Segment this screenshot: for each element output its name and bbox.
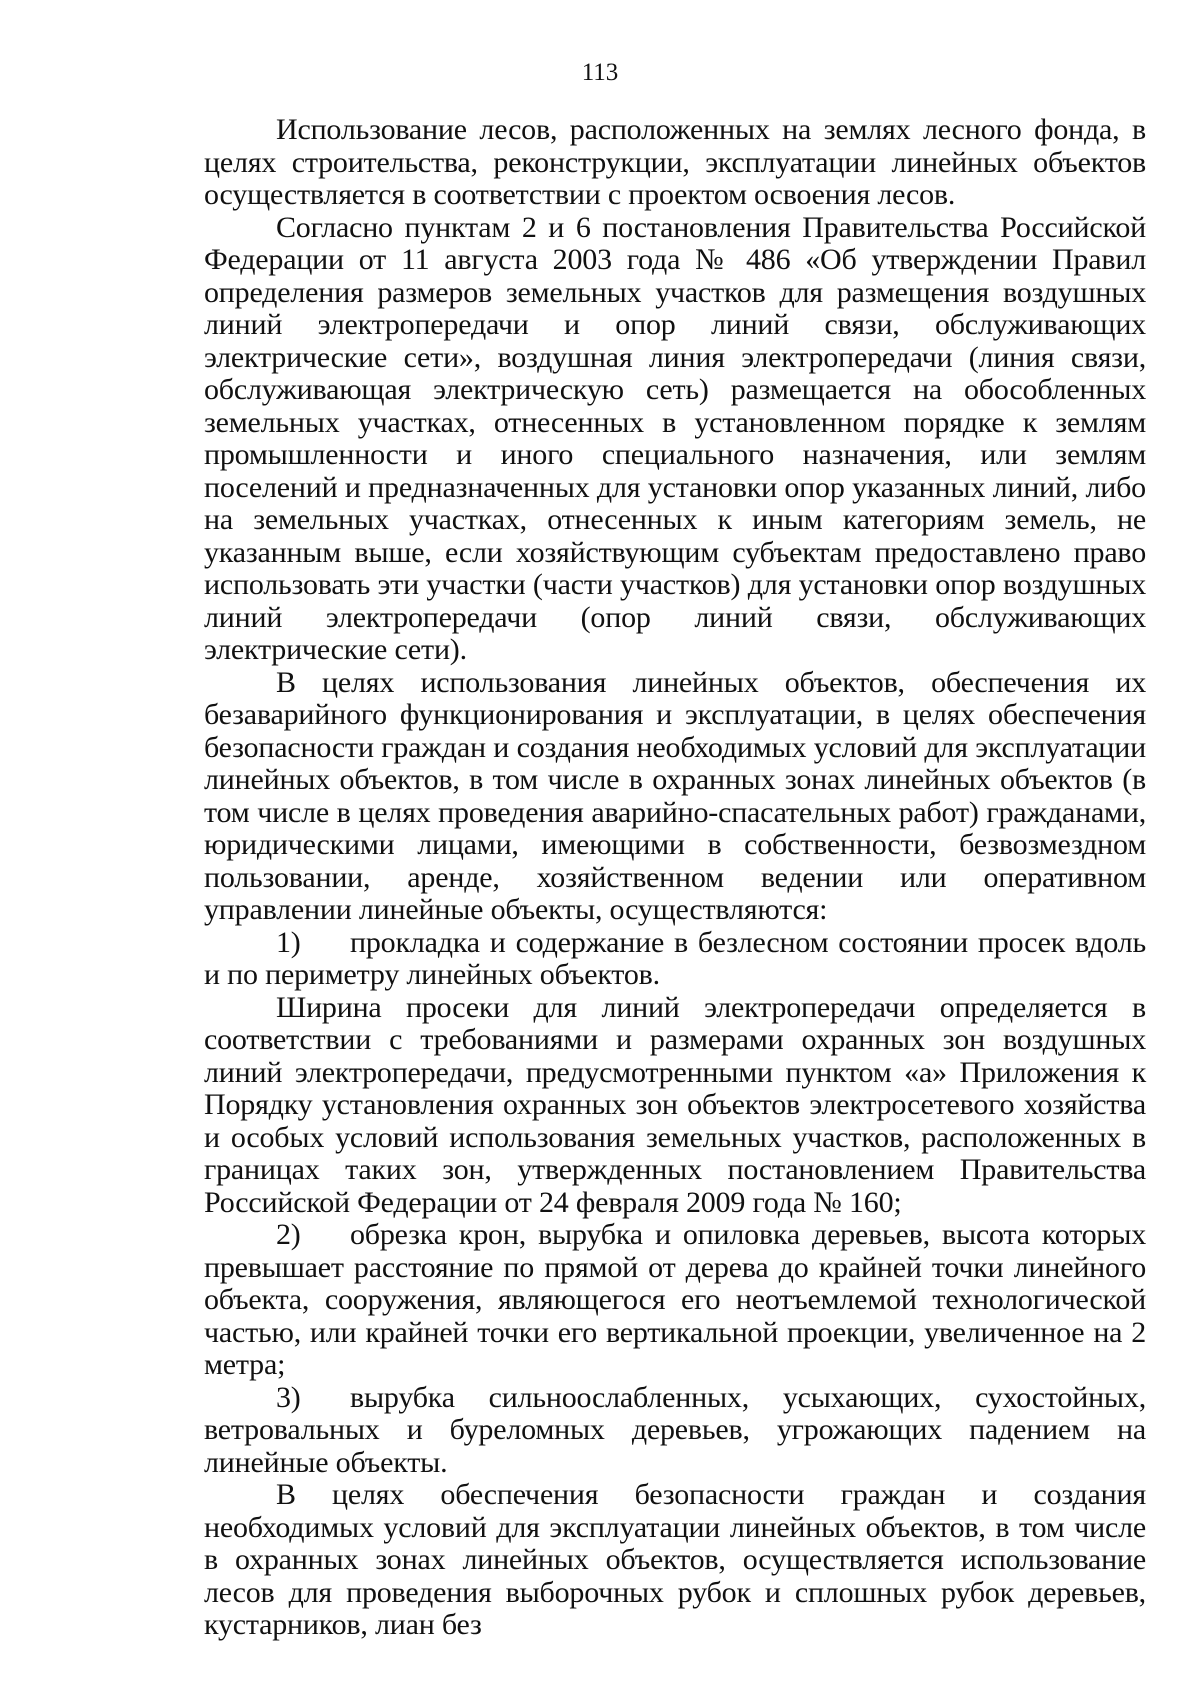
paragraph: Согласно пунктам 2 и 6 постановления Правительства Российской Федерации от 11 августа 2003 года № 486 «Об утверждении Правил определения размеров земельных участков для размещения воздушных линий электропередачи и опор линий связи, обслуживающих электрические сети», воздушная линия электропередачи (линия связи, обслуживающая электрическую сеть) размещается на обособленных земельных участках, отнесенных в установленном порядке к землям промышленности и иного специального назначения, или землям поселений и предназначенных для установки опор указанных линий, либо на земельных участках, отнесенных к иным категориям земель, не указанным выше, если хозяйствующим субъектам предоставлено право использовать эти участки (части участков) для установки опор воздушных линий электропередачи (опор линий связи, обслуживающих электрические сети). bbox=[204, 210, 1146, 666]
list-item-text: прокладка и содержание в безлесном состоянии просек вдоль и по периметру линейных объектов. bbox=[204, 925, 1146, 991]
paragraph: Использование лесов, расположенных на землях лесного фонда, в целях строительства, реконструкции, эксплуатации линейных объектов осуществляется в соответствии с проектом освоения лесов. bbox=[204, 113, 1146, 211]
list-item-number: 2) bbox=[276, 1218, 301, 1251]
paragraph: Ширина просеки для линий электропередачи определяется в соответствии с требованиями и размерами охранных зон воздушных линий электропередачи, предусмотренными пунктом «а» Приложения к Порядку установления охранных зон объектов электросетевого хозяйства и особых условий использования земельных участков, расположенных в границах таких зон, утвержденных постановлением Правительства Российской Федерации от 24 февраля 2009 года № 160; bbox=[204, 990, 1146, 1219]
paragraph: В целях использования линейных объектов, обеспечения их безаварийного функционирования и эксплуатации, в целях обеспечения безопасности граждан и создания необходимых условий для эксплуатации линейных объектов, в том числе в охранных зонах линейных объектов (в том числе в целях проведения аварийно-спасательных работ) гражданами, юридическими лицами, имеющими в собственности, безвозмездном пользовании, аренде, хозяйственном ведении или оперативном управлении линейные объекты, осуществляются: bbox=[204, 665, 1146, 926]
document-body bbox=[204, 114, 1146, 1642]
list-item-number: 3) bbox=[276, 1380, 301, 1414]
list-item-text: вырубка сильноослабленных, усыхающих, сухостойных, ветровальных и буреломных деревьев, угрожающих падением на линейные объекты. bbox=[204, 1380, 1146, 1479]
page-number: 113 bbox=[581, 59, 619, 86]
list-item bbox=[204, 1382, 1146, 1480]
paragraph: В целях обеспечения безопасности граждан и создания необходимых условий для эксплуатации линейных объектов, в том числе в охранных зонах линейных объектов, осуществляется использование лесов для проведения выборочных рубок и сплошных рубок деревьев, кустарников, лиан без bbox=[204, 1478, 1146, 1641]
list-item bbox=[204, 927, 1146, 992]
list-item bbox=[204, 1219, 1146, 1382]
list-item-text: обрезка крон, вырубка и опиловка деревьев, высота которых превышает расстояние по прямой от дерева до крайней точки линейного объекта, сооружения, являющегося его неотъемлемой технологической частью, или крайней точки его вертикальной проекции, увеличенное на 2 метра; bbox=[204, 1218, 1146, 1381]
list-item-number: 1) bbox=[276, 925, 301, 959]
